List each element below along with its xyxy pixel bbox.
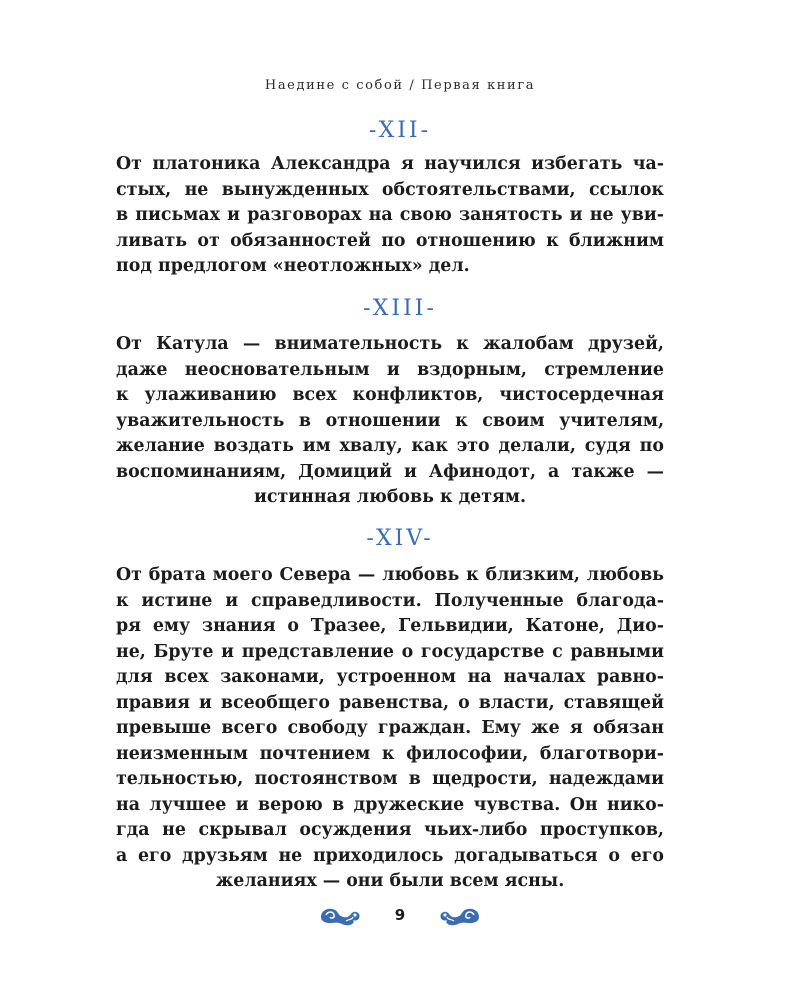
text-line: От Катула — внимательность к жалобам друзей, [116,334,664,354]
paragraph-xiii [116,332,664,511]
text-line: превыше всего свободу граждан. Ему же я обязан [116,718,664,738]
text-line: к улаживанию всех конфликтов, чистосердечная [116,385,664,405]
text-line: для всех законами, устроенном на началах равно- [116,667,664,687]
scroll-ornament-left-icon [318,902,362,928]
paragraph-xii [116,152,664,280]
text-line: желаниях — они были всем ясны. [215,871,565,891]
text-line: воспоминаниям, Домиций и Афинодот, а также — [116,461,664,482]
text-line: тельностью, постоянством в щедрости, надеждами [116,769,664,789]
page-number: 9 [394,906,406,924]
text-line: а его друзьям не приходилось догадываться о его [116,845,664,866]
text-line: От платоника Александра я научился избегать ча- [116,154,664,174]
text-line: на лучшее и верою в дружеские чувства. Он нико- [116,794,664,815]
text-line: под предлогом «неотложных» дел. [116,256,470,276]
text-line: уважительность в отношении к своим учителям, [116,410,664,431]
text-line: неизменным почтением к философии, благотвори- [116,743,664,764]
text-line: гда не скрывал осуждения чьих-либо проступков, [116,820,664,840]
text-line: желание воздать им хвалу, как это делали, судя по [116,436,664,456]
text-line: к истине и справедливости. Полученные благода- [116,590,664,611]
chapter-heading-xiii: -XIII- [363,296,437,321]
running-head: Наедине с собой / Первая книга [264,78,536,93]
text-line: не, Бруте и представление о государстве с равными [116,641,664,662]
chapter-heading-xiv: -XIV- [366,526,434,551]
scroll-ornament-right-icon [438,902,482,928]
text-line: даже неосновательным и вздорным, стремление [116,359,664,380]
paragraph-xiv [116,563,664,895]
text-line: ливать от обязанностей по отношению к ближним [116,230,664,251]
text-line: стых, не вынужденных обстоятельствами, ссылок [116,179,664,200]
text-line: истинная любовь к детям. [253,487,527,507]
text-line: в письмах и разговорах на свою занятость и не уви- [116,205,664,225]
text-line: От брата моего Севера — любовь к близким, любовь [116,565,664,585]
text-line: правия и всеобщего равенства, о власти, ставящей [116,692,664,713]
chapter-heading-xii: -XII- [368,118,432,143]
page-footer [0,898,800,932]
text-line: ря ему знания о Тразее, Гельвидии, Катоне, Дио- [116,616,664,636]
